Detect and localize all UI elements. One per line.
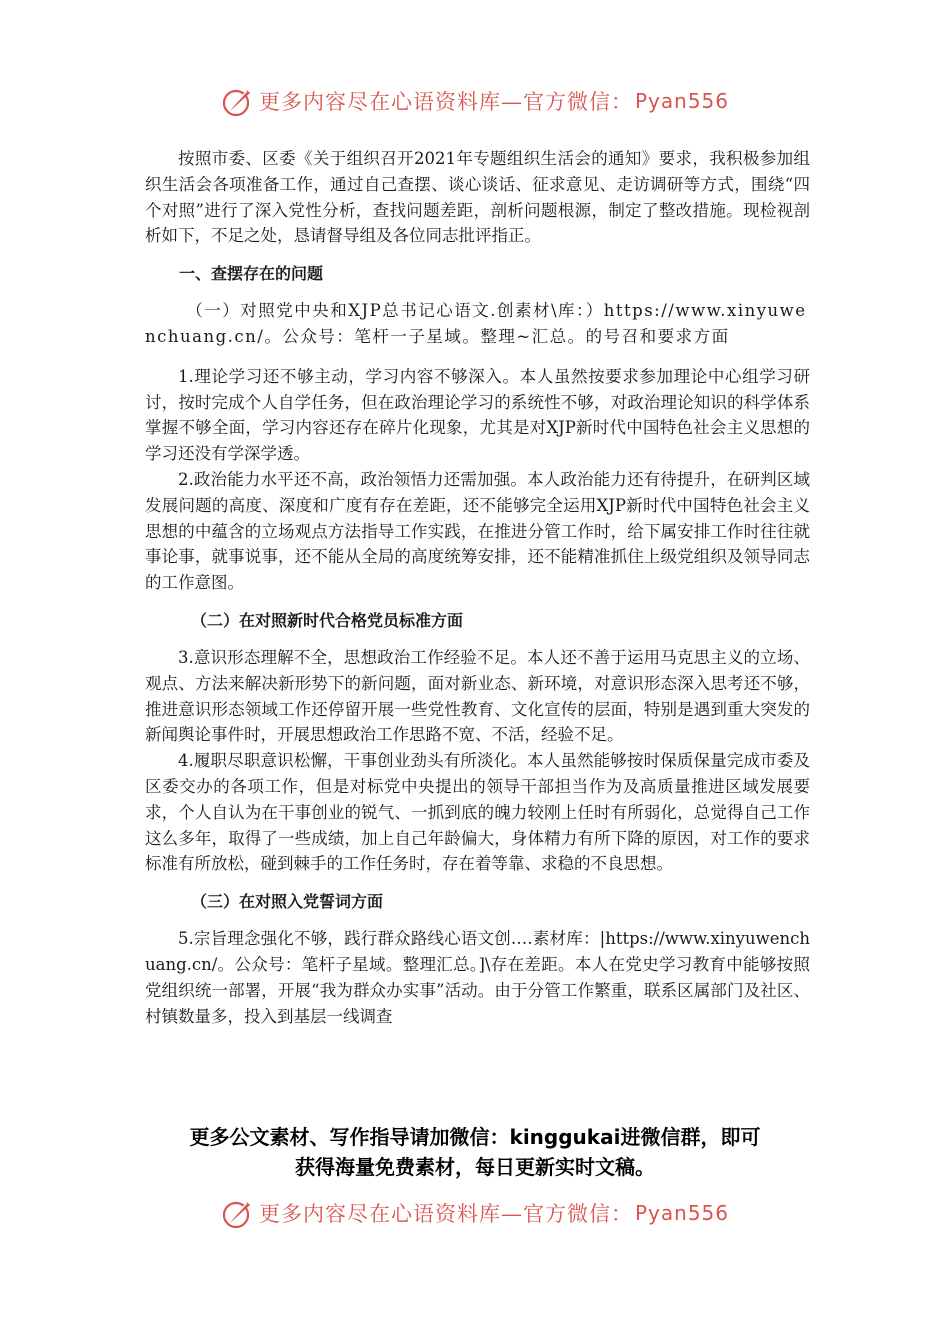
- header-banner: [0, 84, 950, 118]
- subsection-heading-2: （二）在对照新时代合格党员标准方面: [191, 610, 464, 630]
- banner-text: 更多内容尽在心语资料库—官方微信：: [258, 1202, 633, 1226]
- quill-logo-icon: [221, 84, 255, 118]
- item-paragraph-3: 3.意识形态理解不全，思想政治工作经验不足。本人还不善于运用马克思主义的立场、观点、方法来解决新形势下的新问题，面对新业态、新环境，对意识形态深入思考还不够，推进意识形态领域工作还停留开展一些党性教育、文化宣传的层面，特别是遇到重大突发的新闻舆论事件时，开展思想政治工作思路不宽、不活，经验不足。: [145, 647, 810, 745]
- promo-line-2: 获得海量免费素材，每日更新实时文稿。: [295, 1155, 655, 1179]
- item-paragraph-5: 5.宗旨理念强化不够，践行群众路线心语文创.…素材库：|https://www.xinyuwenchuang.cn/。公众号：笔杆子星域。整理汇总。]\存在差距。本人在党史学习教育中能够按照党组织统一部署，开展“我为群众办实事”活动。由于分管工作繁重，联系区属部门及社区、村镇数量多，投入到基层一线调查: [145, 929, 810, 1026]
- intro-paragraph: 按照市委、区委《关于组织召开2021年专题组织生活会的通知》要求，我积极参加组织生活会各项准备工作，通过自己查摆、谈心谈话、征求意见、走访调研等方式，围绕“四个对照”进行了深入党性分析，查找问题差距，剖析问题根源，制定了整改措施。现检视剖析如下，不足之处，恳请督导组及各位同志批评指正。: [145, 149, 810, 246]
- subsection-heading-1: （一）对照党中央和XJP总书记心语文.创素材\库：）https://www.xinyuwenchuang.cn/。公众号：笔杆一子星域。整理~汇总。的号召和要求方面: [145, 301, 807, 346]
- document-body: [145, 146, 810, 1029]
- item-paragraph-4: 4.履职尽职意识松懈，干事创业劲头有所淡化。本人虽然能够按时保质保量完成市委及区委交办的各项工作，但是对标党中央提出的领导干部担当作为及高质量推进区域发展要求，个人自认为在干事创业的锐气、一抓到底的魄力较刚上任时有所弱化，总觉得自己工作这么多年，取得了一些成绩，加上自己年龄偏大，身体精力有所下降的原因，对工作的要求标准有所放松，碰到棘手的工作任务时，存在着等靠、求稳的不良思想。: [145, 751, 810, 874]
- footer-banner: [0, 1196, 950, 1230]
- banner-wechat-id: Pyan556: [634, 89, 729, 113]
- banner-wechat-id: Pyan556: [634, 1201, 729, 1225]
- banner-text: 更多内容尽在心语资料库—官方微信：: [258, 90, 633, 114]
- item-paragraph-2: 2.政治能力水平还不高，政治领悟力还需加强。本人政治能力还有待提升，在研判区域发展问题的高度、深度和广度有存在差距，还不能够完全运用XJP新时代中国特色社会主义思想的中蕴含的立场观点方法指导工作实践，在推进分管工作时，给下属安排工作时往往就事论事，就事说事，还不能从全局的高度统筹安排，还不能精准抓住上级党组织及领导同志的工作意图。: [145, 469, 810, 593]
- item-paragraph-1: 1.理论学习还不够主动，学习内容不够深入。本人虽然按要求参加理论中心组学习研讨，按时完成个人自学任务，但在政治理论学习的系统性不够，对政治理论知识的科学体系掌握不够全面，学习内容还存在碎片化现象，尤其是对XJP新时代中国特色社会主义思想的学习还没有学深学透。: [145, 366, 810, 464]
- subsection-heading-3: （三）在对照入党誓词方面: [191, 892, 384, 912]
- section-heading-1: 一、查摆存在的问题: [179, 264, 324, 284]
- quill-logo-icon: [221, 1196, 255, 1230]
- promo-notice: [0, 1122, 950, 1182]
- promo-line-1: 更多公文素材、写作指导请加微信：kinggukai进微信群，即可: [189, 1125, 761, 1149]
